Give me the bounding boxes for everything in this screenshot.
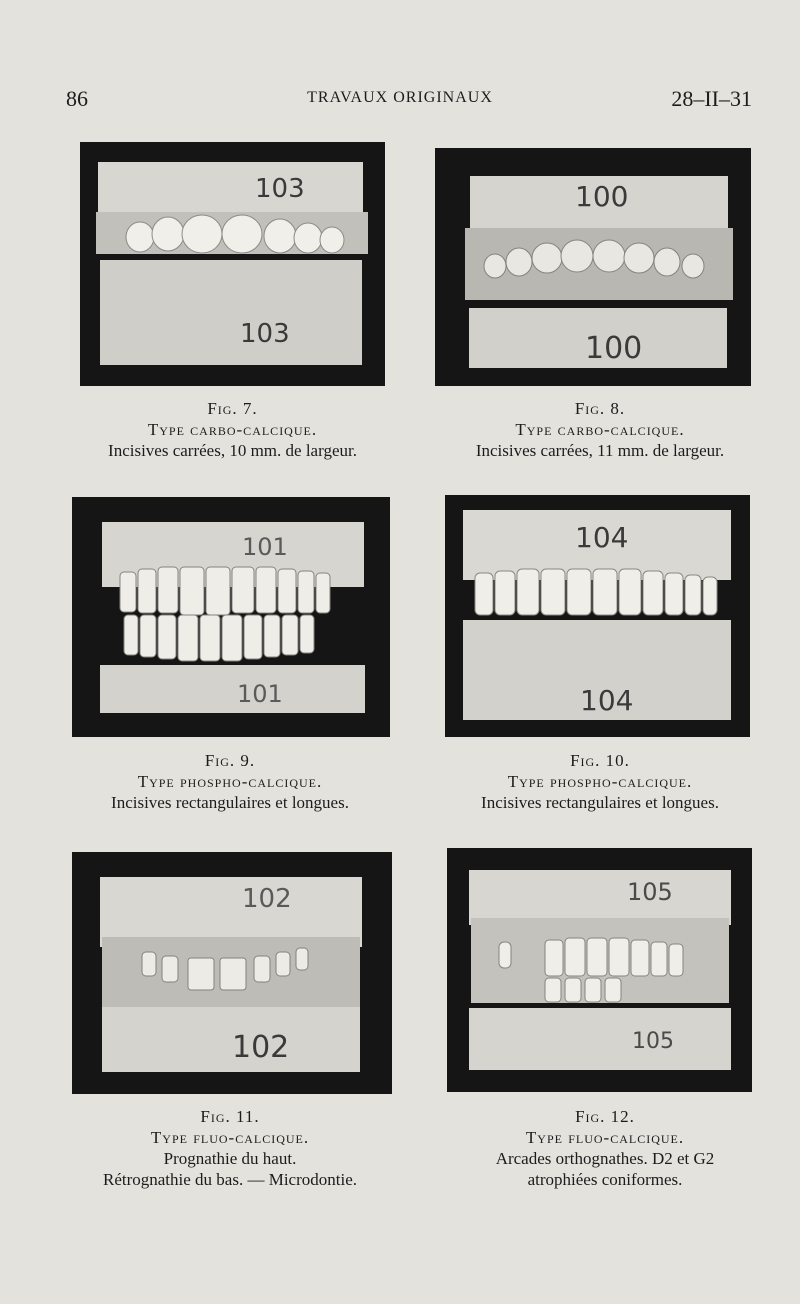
figure-type: Type phospho-calcique. bbox=[137, 772, 323, 791]
cast-number-bottom: 101 bbox=[237, 680, 283, 708]
figure-description: Incisives rectangulaires et longues. bbox=[481, 793, 719, 812]
figure-label: Fig. 7. bbox=[207, 399, 258, 418]
figure-description: Incisives carrées, 11 mm. de largeur. bbox=[475, 441, 725, 460]
figure-description: atrophiées coniformes. bbox=[527, 1170, 683, 1189]
figure-type: Type fluo-calcique. bbox=[150, 1128, 310, 1147]
figure-label: Fig. 10. bbox=[570, 751, 630, 770]
figure-12-caption bbox=[430, 1106, 780, 1190]
figure-label: Fig. 12. bbox=[575, 1107, 635, 1126]
cast-number-top: 105 bbox=[627, 878, 673, 906]
figure-8-photo bbox=[435, 148, 751, 386]
figure-description: Rétrognathie du bas. — Microdontie. bbox=[102, 1170, 357, 1189]
cast-number-bottom: 102 bbox=[232, 1030, 290, 1065]
figure-9-photo bbox=[72, 497, 390, 737]
figure-9-caption bbox=[55, 750, 405, 813]
cast-number-bottom: 103 bbox=[240, 319, 290, 349]
cast-number-bottom: 104 bbox=[580, 684, 634, 717]
figure-type: Type phospho-calcique. bbox=[507, 772, 693, 791]
figure-description: Incisives carrées, 10 mm. de largeur. bbox=[108, 441, 357, 460]
figure-label: Fig. 9. bbox=[204, 751, 256, 770]
cast-number-top: 100 bbox=[575, 180, 629, 213]
figure-7-photo bbox=[80, 142, 385, 386]
page-number: 86 bbox=[66, 86, 88, 111]
cast-number-top: 102 bbox=[242, 884, 292, 914]
running-title: TRAVAUX ORIGINAUX bbox=[307, 89, 493, 106]
figure-label: Fig. 8. bbox=[574, 399, 626, 418]
figure-description: Prognathie du haut. bbox=[163, 1149, 297, 1168]
figure-type: Type carbo-calcique. bbox=[147, 420, 318, 439]
cast-number-top: 104 bbox=[575, 521, 629, 554]
cast-number-bottom: 105 bbox=[632, 1029, 674, 1054]
figure-type: Type fluo-calcique. bbox=[525, 1128, 685, 1147]
figure-10-photo bbox=[445, 495, 750, 737]
figure-11-photo bbox=[72, 852, 392, 1094]
figure-description: Incisives rectangulaires et longues. bbox=[111, 793, 349, 812]
page-header bbox=[0, 86, 800, 116]
cast-number-bottom: 100 bbox=[585, 331, 643, 366]
figure-10-caption bbox=[425, 750, 775, 813]
cast-number-top: 101 bbox=[242, 533, 288, 561]
cast-number-top: 103 bbox=[255, 174, 305, 204]
figure-12-photo bbox=[447, 848, 752, 1092]
figure-description: Arcades orthognathes. D2 et G2 bbox=[495, 1149, 715, 1168]
figure-7-caption bbox=[60, 398, 405, 461]
figure-11-caption bbox=[55, 1106, 405, 1190]
figure-8-caption bbox=[425, 398, 775, 461]
figure-type: Type carbo-calcique. bbox=[515, 420, 685, 439]
figure-label: Fig. 11. bbox=[200, 1107, 260, 1126]
issue-date: 28–II–31 bbox=[671, 86, 752, 111]
